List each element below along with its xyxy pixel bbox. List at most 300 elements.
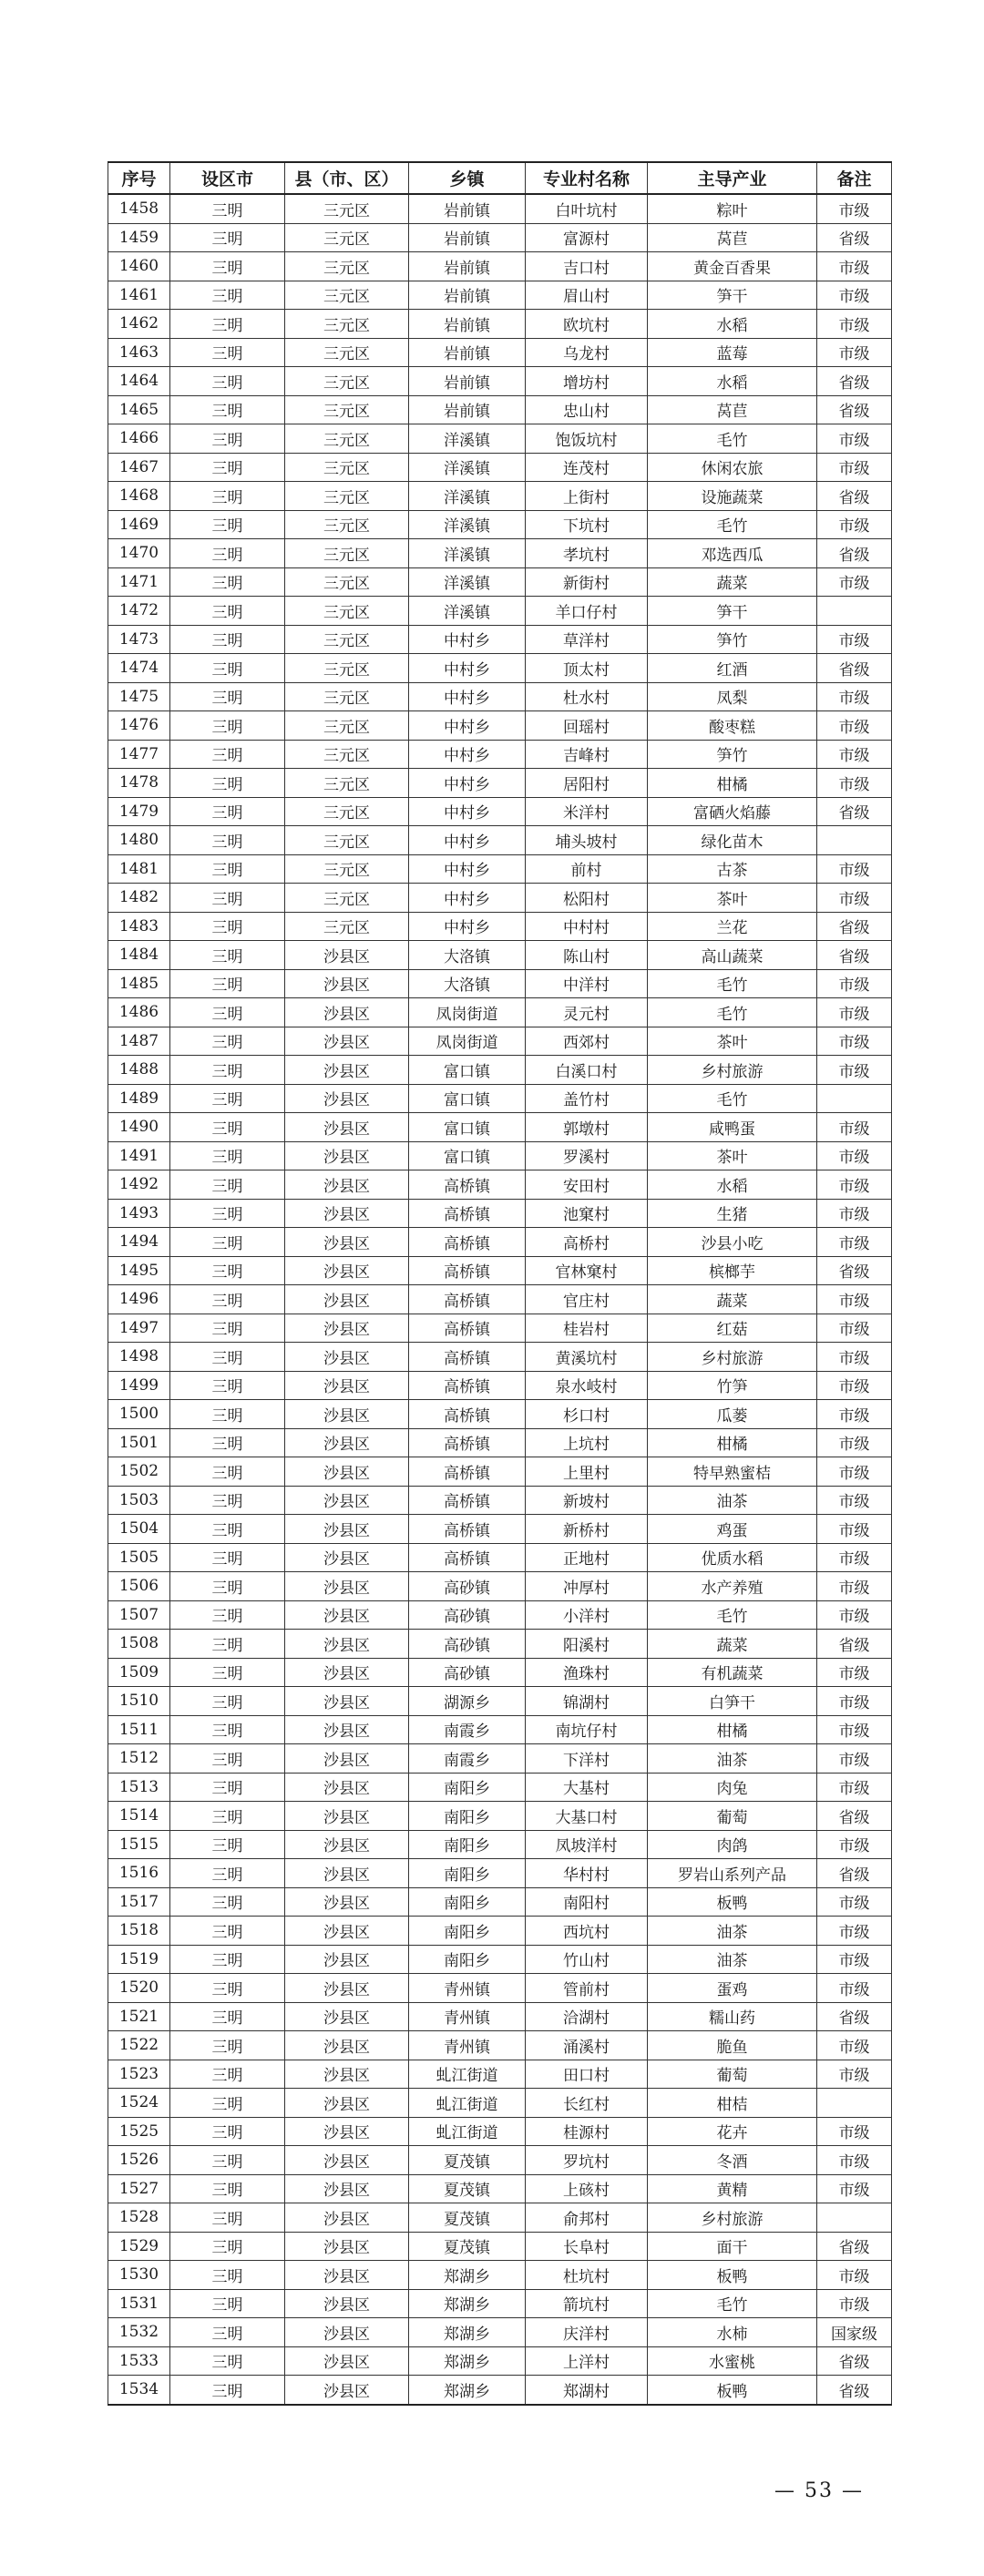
cell-industry: 竹笋: [648, 1371, 817, 1400]
cell-county: 沙县区: [285, 2117, 409, 2146]
specialty-village-table: [108, 161, 892, 2406]
cell-city: 三明: [170, 395, 285, 424]
cell-industry: 柑橘: [648, 769, 817, 798]
cell-village: 郭墩村: [526, 1113, 648, 1142]
cell-remark: 市级: [817, 510, 892, 539]
cell-county: 沙县区: [285, 941, 409, 970]
table-row: [108, 1572, 892, 1601]
table-row: [108, 1371, 892, 1400]
cell-township: 郑湖乡: [409, 2318, 526, 2347]
cell-village: 官林窠村: [526, 1256, 648, 1285]
cell-village: 下坑村: [526, 510, 648, 539]
cell-remark: 市级: [817, 1457, 892, 1487]
cell-county: 沙县区: [285, 2289, 409, 2318]
cell-township: 高桥镇: [409, 1285, 526, 1314]
table-row: [108, 826, 892, 855]
cell-city: 三明: [170, 1715, 285, 1744]
cell-county: 沙县区: [285, 2089, 409, 2118]
table-header: [108, 162, 892, 194]
cell-city: 三明: [170, 1687, 285, 1716]
cell-village: 俞邦村: [526, 2203, 648, 2233]
cell-industry: 肉兔: [648, 1773, 817, 1802]
cell-serial: 1506: [108, 1572, 170, 1601]
cell-industry: 酸枣糕: [648, 711, 817, 741]
cell-county: 沙县区: [285, 1170, 409, 1200]
cell-remark: 市级: [817, 1715, 892, 1744]
cell-county: 沙县区: [285, 1887, 409, 1917]
cell-remark: 市级: [817, 1887, 892, 1917]
cell-village: 大基口村: [526, 1802, 648, 1831]
cell-remark: 省级: [817, 367, 892, 396]
cell-industry: 水稻: [648, 367, 817, 396]
cell-township: 中村乡: [409, 769, 526, 798]
cell-industry: 柑橘: [648, 1715, 817, 1744]
cell-city: 三明: [170, 1945, 285, 1974]
cell-serial: 1509: [108, 1658, 170, 1687]
cell-county: 沙县区: [285, 1773, 409, 1802]
cell-county: 三元区: [285, 826, 409, 855]
cell-county: 沙县区: [285, 2031, 409, 2060]
cell-serial: 1485: [108, 969, 170, 998]
cell-township: 岩前镇: [409, 252, 526, 281]
cell-county: 三元区: [285, 453, 409, 482]
cell-city: 三明: [170, 2060, 285, 2089]
cell-city: 三明: [170, 1917, 285, 1946]
table-row: [108, 1113, 892, 1142]
cell-industry: 冬酒: [648, 2146, 817, 2175]
cell-township: 高桥镇: [409, 1428, 526, 1457]
cell-township: 高桥镇: [409, 1543, 526, 1572]
cell-township: 高桥镇: [409, 1400, 526, 1429]
cell-industry: 茶叶: [648, 1027, 817, 1056]
table-row: [108, 884, 892, 913]
cell-village: 欧坑村: [526, 310, 648, 339]
cell-city: 三明: [170, 1314, 285, 1343]
cell-city: 三明: [170, 826, 285, 855]
cell-serial: 1498: [108, 1343, 170, 1372]
cell-remark: 国家级: [817, 2318, 892, 2347]
table-row: [108, 310, 892, 339]
cell-county: 沙县区: [285, 1400, 409, 1429]
cell-village: 忠山村: [526, 395, 648, 424]
cell-county: 沙县区: [285, 1113, 409, 1142]
cell-industry: 茶叶: [648, 1141, 817, 1170]
cell-village: 上硋村: [526, 2174, 648, 2203]
table-row: [108, 854, 892, 884]
cell-city: 三明: [170, 1113, 285, 1142]
cell-industry: 特早熟蜜桔: [648, 1457, 817, 1487]
cell-county: 沙县区: [285, 1457, 409, 1487]
cell-industry: 毛竹: [648, 969, 817, 998]
cell-industry: 毛竹: [648, 1084, 817, 1113]
cell-serial: 1521: [108, 2002, 170, 2031]
cell-village: 米洋村: [526, 797, 648, 826]
table-row: [108, 740, 892, 769]
cell-remark: 市级: [817, 567, 892, 597]
cell-city: 三明: [170, 2232, 285, 2261]
cell-village: 上里村: [526, 1457, 648, 1487]
cell-township: 中村乡: [409, 740, 526, 769]
cell-county: 三元区: [285, 625, 409, 654]
cell-remark: 市级: [817, 769, 892, 798]
header-village: 专业村名称: [526, 162, 648, 194]
cell-village: 渔珠村: [526, 1658, 648, 1687]
cell-village: 中洋村: [526, 969, 648, 998]
cell-village: 杉口村: [526, 1400, 648, 1429]
cell-township: 高桥镇: [409, 1228, 526, 1257]
cell-township: 高桥镇: [409, 1371, 526, 1400]
table-row: [108, 2117, 892, 2146]
cell-county: 沙县区: [285, 1572, 409, 1601]
cell-serial: 1501: [108, 1428, 170, 1457]
cell-remark: 省级: [817, 2376, 892, 2405]
cell-serial: 1530: [108, 2261, 170, 2290]
cell-industry: 水产养殖: [648, 1572, 817, 1601]
cell-remark: [817, 2203, 892, 2233]
cell-industry: 面干: [648, 2232, 817, 2261]
cell-city: 三明: [170, 682, 285, 711]
cell-serial: 1517: [108, 1887, 170, 1917]
cell-city: 三明: [170, 1371, 285, 1400]
cell-industry: 粽叶: [648, 194, 817, 223]
cell-county: 沙县区: [285, 1630, 409, 1659]
cell-city: 三明: [170, 194, 285, 223]
cell-serial: 1510: [108, 1687, 170, 1716]
cell-township: 中村乡: [409, 625, 526, 654]
cell-village: 小洋村: [526, 1600, 648, 1630]
cell-village: 吉峰村: [526, 740, 648, 769]
cell-industry: 脆鱼: [648, 2031, 817, 2060]
cell-remark: 市级: [817, 281, 892, 310]
cell-county: 沙县区: [285, 1600, 409, 1630]
cell-serial: 1529: [108, 2232, 170, 2261]
cell-industry: 乡村旅游: [648, 1343, 817, 1372]
cell-serial: 1503: [108, 1486, 170, 1515]
cell-village: 桂岩村: [526, 1314, 648, 1343]
cell-township: 南阳乡: [409, 1945, 526, 1974]
cell-county: 三元区: [285, 769, 409, 798]
cell-industry: 瓜蒌: [648, 1400, 817, 1429]
cell-village: 回瑶村: [526, 711, 648, 741]
cell-city: 三明: [170, 2146, 285, 2175]
table-row: [108, 597, 892, 626]
cell-serial: 1525: [108, 2117, 170, 2146]
cell-city: 三明: [170, 1228, 285, 1257]
cell-city: 三明: [170, 1572, 285, 1601]
cell-township: 郑湖乡: [409, 2261, 526, 2290]
cell-city: 三明: [170, 1859, 285, 1888]
cell-county: 沙县区: [285, 1343, 409, 1372]
cell-industry: 笋竹: [648, 740, 817, 769]
cell-industry: 鸡蛋: [648, 1515, 817, 1544]
cell-township: 南阳乡: [409, 1830, 526, 1859]
cell-serial: 1515: [108, 1830, 170, 1859]
cell-city: 三明: [170, 567, 285, 597]
cell-industry: 槟榔芋: [648, 1256, 817, 1285]
cell-county: 三元区: [285, 510, 409, 539]
cell-industry: 柑橘: [648, 1428, 817, 1457]
cell-city: 三明: [170, 223, 285, 252]
cell-serial: 1507: [108, 1600, 170, 1630]
cell-industry: 优质水稻: [648, 1543, 817, 1572]
cell-township: 高桥镇: [409, 1199, 526, 1228]
cell-township: 中村乡: [409, 884, 526, 913]
cell-industry: 板鸭: [648, 1887, 817, 1917]
cell-village: 埔头坡村: [526, 826, 648, 855]
table-row: [108, 682, 892, 711]
table-row: [108, 2289, 892, 2318]
cell-serial: 1483: [108, 912, 170, 941]
cell-industry: 毛竹: [648, 2289, 817, 2318]
cell-remark: 市级: [817, 682, 892, 711]
cell-serial: 1473: [108, 625, 170, 654]
cell-industry: 笋竹: [648, 625, 817, 654]
cell-village: 前村: [526, 854, 648, 884]
cell-serial: 1494: [108, 1228, 170, 1257]
cell-county: 沙县区: [285, 1056, 409, 1085]
cell-township: 夏茂镇: [409, 2203, 526, 2233]
cell-village: 新坡村: [526, 1486, 648, 1515]
table-row: [108, 1687, 892, 1716]
cell-remark: 市级: [817, 969, 892, 998]
cell-remark: 省级: [817, 395, 892, 424]
table-row: [108, 1773, 892, 1802]
cell-remark: 市级: [817, 1056, 892, 1085]
cell-industry: 莴苣: [648, 223, 817, 252]
cell-serial: 1462: [108, 310, 170, 339]
cell-industry: 蓝莓: [648, 338, 817, 367]
cell-county: 沙县区: [285, 1658, 409, 1687]
cell-county: 沙县区: [285, 998, 409, 1027]
cell-city: 三明: [170, 625, 285, 654]
cell-remark: 市级: [817, 1314, 892, 1343]
header-township: 乡镇: [409, 162, 526, 194]
cell-county: 三元区: [285, 194, 409, 223]
cell-township: 岩前镇: [409, 310, 526, 339]
cell-township: 南阳乡: [409, 1859, 526, 1888]
table-row: [108, 338, 892, 367]
cell-industry: 凤梨: [648, 682, 817, 711]
cell-remark: 市级: [817, 1830, 892, 1859]
cell-serial: 1504: [108, 1515, 170, 1544]
cell-serial: 1520: [108, 1974, 170, 2003]
cell-county: 沙县区: [285, 2346, 409, 2376]
cell-serial: 1514: [108, 1802, 170, 1831]
cell-county: 三元区: [285, 338, 409, 367]
cell-city: 三明: [170, 453, 285, 482]
cell-industry: 葡萄: [648, 1802, 817, 1831]
cell-serial: 1469: [108, 510, 170, 539]
cell-city: 三明: [170, 2318, 285, 2347]
cell-county: 沙县区: [285, 1974, 409, 2003]
cell-county: 沙县区: [285, 2146, 409, 2175]
cell-industry: 葡萄: [648, 2060, 817, 2089]
cell-township: 郑湖乡: [409, 2376, 526, 2405]
cell-serial: 1499: [108, 1371, 170, 1400]
cell-city: 三明: [170, 510, 285, 539]
cell-township: 虬江街道: [409, 2117, 526, 2146]
cell-remark: 市级: [817, 310, 892, 339]
table-row: [108, 1744, 892, 1774]
cell-remark: 市级: [817, 2060, 892, 2089]
cell-industry: 古茶: [648, 854, 817, 884]
cell-township: 夏茂镇: [409, 2174, 526, 2203]
cell-township: 高砂镇: [409, 1630, 526, 1659]
cell-city: 三明: [170, 338, 285, 367]
cell-city: 三明: [170, 1830, 285, 1859]
table-row: [108, 510, 892, 539]
cell-industry: 板鸭: [648, 2261, 817, 2290]
cell-county: 沙县区: [285, 1027, 409, 1056]
cell-county: 三元区: [285, 424, 409, 454]
cell-county: 沙县区: [285, 2060, 409, 2089]
cell-industry: 红菇: [648, 1314, 817, 1343]
cell-village: 吉口村: [526, 252, 648, 281]
cell-county: 沙县区: [285, 1859, 409, 1888]
cell-village: 草洋村: [526, 625, 648, 654]
cell-county: 三元区: [285, 682, 409, 711]
cell-village: 新街村: [526, 567, 648, 597]
cell-village: 竹山村: [526, 1945, 648, 1974]
cell-village: 上洋村: [526, 2346, 648, 2376]
cell-village: 池窠村: [526, 1199, 648, 1228]
cell-village: 华村村: [526, 1859, 648, 1888]
cell-industry: 糯山药: [648, 2002, 817, 2031]
cell-remark: 省级: [817, 223, 892, 252]
cell-industry: 水稻: [648, 1170, 817, 1200]
cell-industry: 油茶: [648, 1744, 817, 1774]
table-row: [108, 2232, 892, 2261]
cell-industry: 乡村旅游: [648, 2203, 817, 2233]
cell-serial: 1524: [108, 2089, 170, 2118]
cell-village: 西郊村: [526, 1027, 648, 1056]
cell-county: 沙县区: [285, 969, 409, 998]
cell-village: 杜水村: [526, 682, 648, 711]
table-row: [108, 482, 892, 511]
cell-industry: 绿化苗木: [648, 826, 817, 855]
cell-serial: 1464: [108, 367, 170, 396]
table-row: [108, 1715, 892, 1744]
cell-township: 大洛镇: [409, 969, 526, 998]
cell-village: 陈山村: [526, 941, 648, 970]
cell-county: 三元区: [285, 740, 409, 769]
cell-township: 中村乡: [409, 854, 526, 884]
cell-industry: 水蜜桃: [648, 2346, 817, 2376]
cell-industry: 生猪: [648, 1199, 817, 1228]
cell-village: 泉水岐村: [526, 1371, 648, 1400]
table-row: [108, 1056, 892, 1085]
cell-village: 罗溪村: [526, 1141, 648, 1170]
cell-township: 南阳乡: [409, 1887, 526, 1917]
cell-serial: 1491: [108, 1141, 170, 1170]
cell-city: 三明: [170, 597, 285, 626]
cell-industry: 毛竹: [648, 424, 817, 454]
cell-industry: 油茶: [648, 1917, 817, 1946]
cell-village: 庆洋村: [526, 2318, 648, 2347]
cell-serial: 1502: [108, 1457, 170, 1487]
cell-village: 高桥村: [526, 1228, 648, 1257]
cell-village: 乌龙村: [526, 338, 648, 367]
cell-village: 杜坑村: [526, 2261, 648, 2290]
cell-village: 孝坑村: [526, 539, 648, 568]
cell-serial: 1461: [108, 281, 170, 310]
cell-serial: 1533: [108, 2346, 170, 2376]
cell-city: 三明: [170, 740, 285, 769]
cell-industry: 蛋鸡: [648, 1974, 817, 2003]
cell-township: 高桥镇: [409, 1314, 526, 1343]
cell-village: 长阜村: [526, 2232, 648, 2261]
cell-industry: 富硒火焰藤: [648, 797, 817, 826]
table-row: [108, 1917, 892, 1946]
cell-remark: 市级: [817, 2117, 892, 2146]
cell-city: 三明: [170, 1773, 285, 1802]
cell-city: 三明: [170, 941, 285, 970]
cell-county: 沙县区: [285, 1371, 409, 1400]
cell-industry: 有机蔬菜: [648, 1658, 817, 1687]
cell-village: 松阳村: [526, 884, 648, 913]
cell-city: 三明: [170, 2261, 285, 2290]
cell-serial: 1528: [108, 2203, 170, 2233]
table-row: [108, 1802, 892, 1831]
cell-township: 洋溪镇: [409, 510, 526, 539]
cell-industry: 设施蔬菜: [648, 482, 817, 511]
cell-village: 桂源村: [526, 2117, 648, 2146]
cell-county: 沙县区: [285, 1084, 409, 1113]
cell-serial: 1534: [108, 2376, 170, 2405]
table-row: [108, 769, 892, 798]
cell-remark: 市级: [817, 2289, 892, 2318]
cell-remark: 省级: [817, 482, 892, 511]
cell-remark: 市级: [817, 453, 892, 482]
cell-village: 大基村: [526, 1773, 648, 1802]
cell-township: 高砂镇: [409, 1572, 526, 1601]
table-row: [108, 1859, 892, 1888]
cell-county: 三元区: [285, 395, 409, 424]
cell-township: 高桥镇: [409, 1343, 526, 1372]
cell-village: 白叶坑村: [526, 194, 648, 223]
cell-village: 富源村: [526, 223, 648, 252]
cell-county: 沙县区: [285, 1830, 409, 1859]
cell-serial: 1470: [108, 539, 170, 568]
cell-city: 三明: [170, 1887, 285, 1917]
cell-remark: [817, 1084, 892, 1113]
cell-remark: 市级: [817, 252, 892, 281]
cell-village: 盖竹村: [526, 1084, 648, 1113]
cell-remark: 市级: [817, 1572, 892, 1601]
cell-remark: 市级: [817, 1945, 892, 1974]
cell-village: 上街村: [526, 482, 648, 511]
cell-industry: 罗岩山系列产品: [648, 1859, 817, 1888]
cell-village: 洽湖村: [526, 2002, 648, 2031]
table-row: [108, 1457, 892, 1487]
table-row: [108, 1486, 892, 1515]
cell-industry: 毛竹: [648, 510, 817, 539]
cell-township: 高砂镇: [409, 1600, 526, 1630]
table-row: [108, 424, 892, 454]
cell-city: 三明: [170, 1285, 285, 1314]
table-row: [108, 1515, 892, 1544]
cell-county: 沙县区: [285, 1802, 409, 1831]
cell-serial: 1474: [108, 654, 170, 683]
cell-industry: 油茶: [648, 1945, 817, 1974]
cell-city: 三明: [170, 998, 285, 1027]
cell-city: 三明: [170, 2346, 285, 2376]
cell-remark: 市级: [817, 1285, 892, 1314]
cell-township: 郑湖乡: [409, 2346, 526, 2376]
cell-township: 夏茂镇: [409, 2232, 526, 2261]
cell-county: 沙县区: [285, 2376, 409, 2405]
cell-village: 顶太村: [526, 654, 648, 683]
